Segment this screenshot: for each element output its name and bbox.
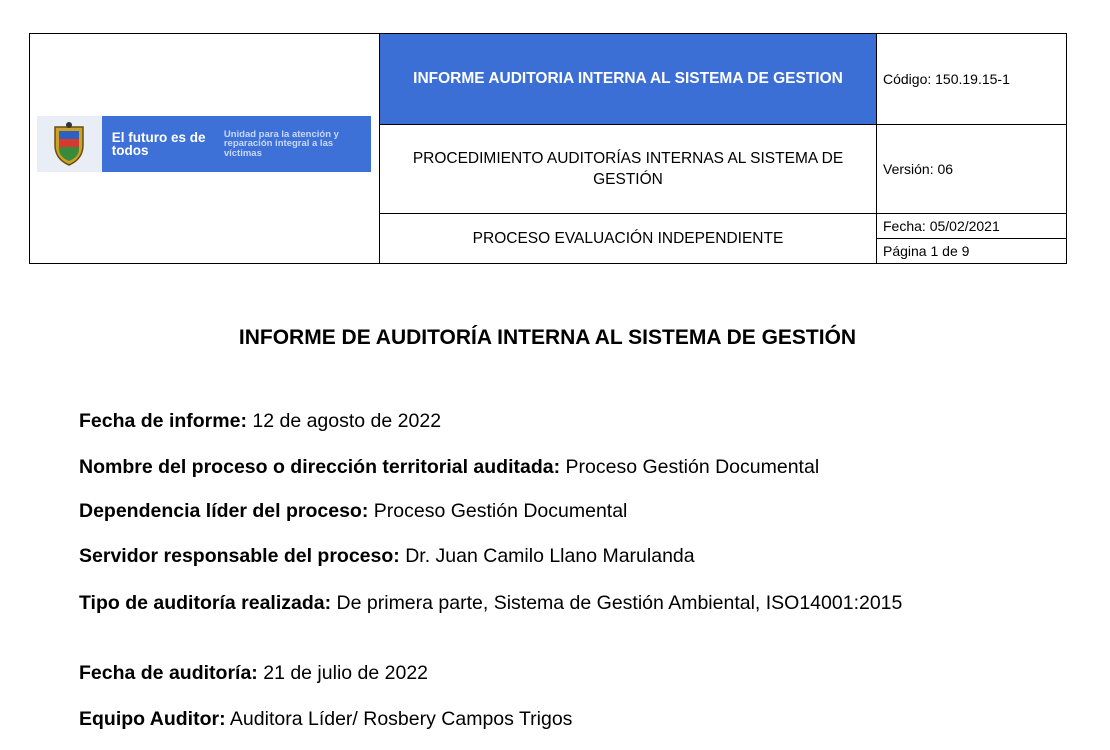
document-header-table bbox=[29, 33, 1067, 264]
entity-logo bbox=[37, 116, 371, 172]
logo-cell bbox=[30, 34, 380, 263]
logo-entity-name: Unidad para la atención y reparación integral a las víctimas bbox=[223, 128, 339, 159]
field-value: Auditora Líder/ Rosbery Campos Trigos bbox=[229, 708, 573, 730]
field-report-date bbox=[79, 410, 979, 433]
field-value: Proceso Gestión Documental bbox=[565, 456, 820, 478]
field-label: Dependencia líder del proceso: bbox=[79, 500, 369, 522]
field-audit-team bbox=[79, 708, 979, 731]
header-page-number: Página 1 de 9 bbox=[883, 243, 970, 259]
field-value: 12 de agosto de 2022 bbox=[252, 410, 442, 432]
field-lead-dependency bbox=[79, 500, 979, 523]
field-label: Tipo de auditoría realizada: bbox=[79, 592, 332, 614]
header-code: Código: 150.19.15-1 bbox=[877, 34, 1066, 125]
field-value: Dr. Juan Camilo Llano Marulanda bbox=[405, 545, 695, 567]
field-audited-process bbox=[79, 456, 979, 479]
field-value: Proceso Gestión Documental bbox=[373, 500, 628, 522]
field-label: Fecha de auditoría: bbox=[79, 662, 258, 684]
field-label: Servidor responsable del proceso: bbox=[79, 545, 400, 567]
header-process: PROCESO EVALUACIÓN INDEPENDIENTE bbox=[380, 214, 877, 263]
header-procedure: PROCEDIMIENTO AUDITORÍAS INTERNAS AL SISTEMA DE GESTIÓN bbox=[380, 125, 877, 214]
logo-slogan: El futuro es de todos bbox=[111, 130, 206, 158]
field-label: Fecha de informe: bbox=[79, 410, 247, 432]
field-responsible-servant bbox=[79, 545, 979, 568]
field-label: Nombre del proceso o dirección territorial auditada: bbox=[79, 456, 561, 478]
coat-of-arms-icon bbox=[37, 116, 102, 172]
header-report-title: INFORME AUDITORIA INTERNA AL SISTEMA DE GESTION bbox=[380, 34, 877, 125]
field-audit-type bbox=[79, 592, 959, 615]
field-label: Equipo Auditor: bbox=[79, 708, 226, 730]
field-audit-date bbox=[79, 662, 979, 685]
header-version: Versión: 06 bbox=[877, 125, 1066, 214]
document-title: INFORME DE AUDITORÍA INTERNA AL SISTEMA DE GESTIÓN bbox=[238, 326, 857, 349]
field-value: 21 de julio de 2022 bbox=[263, 662, 429, 684]
field-value: De primera parte, Sistema de Gestión Ambiental, ISO14001:2015 bbox=[336, 592, 903, 614]
header-date: Fecha: 05/02/2021 bbox=[877, 214, 1066, 239]
